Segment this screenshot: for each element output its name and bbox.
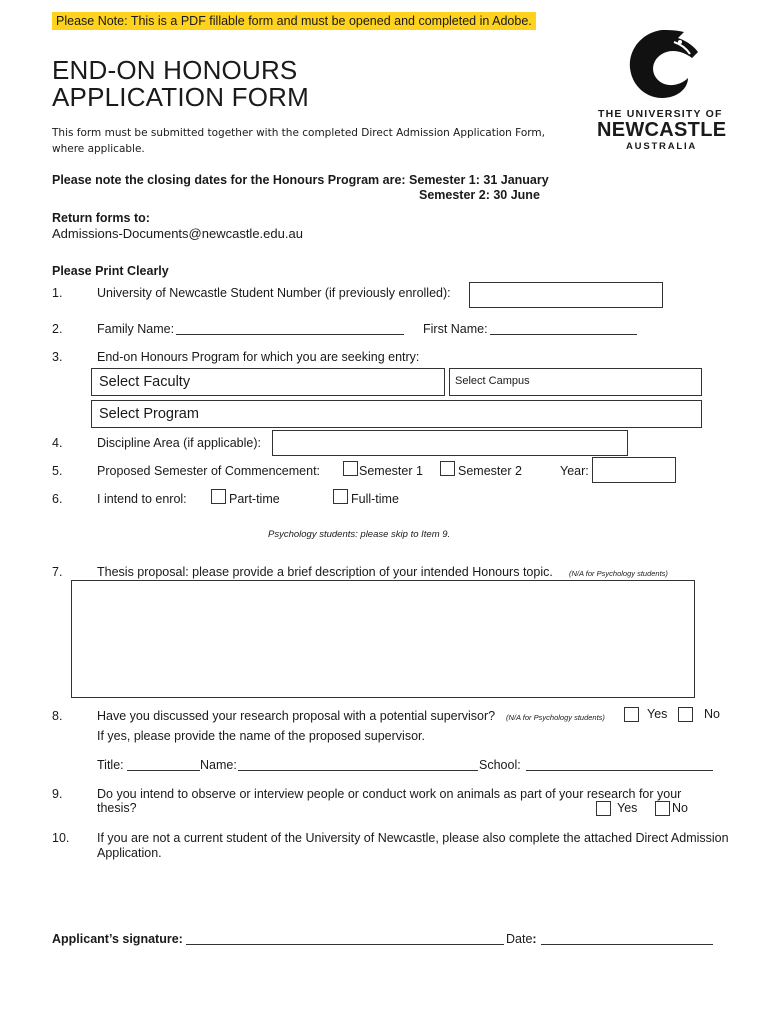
signature-label: Applicant’s signature:: [52, 932, 183, 946]
ethics-no-label: No: [672, 801, 688, 815]
date-label: [506, 932, 537, 946]
semester-1-label: Semester 1: [359, 464, 423, 478]
supervisor-school-label: School:: [479, 758, 521, 772]
part-time-label: Part-time: [229, 492, 280, 506]
thesis-na-note: (N/A for Psychology students): [569, 569, 668, 578]
program-label: End-on Honours Program for which you are seeking entry:: [97, 350, 420, 364]
item-number-2: 2.: [52, 322, 63, 336]
logo-line-1: THE UNIVERSITY OF: [598, 108, 723, 120]
campus-select-value: Select Campus: [455, 375, 530, 387]
date-label-colon: :: [532, 932, 537, 946]
date-field[interactable]: [541, 944, 713, 945]
closing-dates: Please note the closing dates for the Honours Program are: Semester 1: 31 January: [52, 173, 549, 187]
item-number-1: 1.: [52, 286, 63, 300]
supervisor-title-field[interactable]: [127, 770, 200, 771]
logo-line-3: AUSTRALIA: [626, 141, 698, 152]
closing-date-sem2: Semester 2: 30 June: [419, 188, 540, 202]
faculty-select-value: Select Faculty: [99, 374, 191, 390]
semester-1-checkbox[interactable]: [343, 461, 358, 476]
semester-2-checkbox[interactable]: [440, 461, 455, 476]
supervisor-title-label: Title:: [97, 758, 124, 772]
supervisor-na-note: (N/A for Psychology students): [506, 713, 605, 722]
part-time-checkbox[interactable]: [211, 489, 226, 504]
item-number-4: 4.: [52, 436, 63, 450]
title-line-1: END-ON HONOURS: [52, 55, 298, 85]
family-name-label: Family Name:: [97, 322, 175, 336]
student-number-label: University of Newcastle Student Number (if previously enrolled):: [97, 286, 451, 300]
item-number-7: 7.: [52, 565, 63, 579]
first-name-field[interactable]: [490, 334, 637, 335]
supervisor-yes-label: Yes: [647, 707, 668, 721]
seahorse-crest-icon: [622, 28, 702, 100]
commencement-label: Proposed Semester of Commencement:: [97, 464, 321, 478]
ethics-yes-label: Yes: [617, 801, 638, 815]
full-time-label: Full-time: [351, 492, 399, 506]
student-number-field[interactable]: [469, 282, 663, 308]
ethics-question-line-1: Do you intend to observe or interview people or conduct work on animals as part of your research for your: [97, 787, 682, 801]
family-name-field[interactable]: [176, 334, 404, 335]
date-label-text: Date: [506, 932, 533, 946]
print-clearly-label: Please Print Clearly: [52, 264, 169, 278]
enrol-label: I intend to enrol:: [97, 492, 187, 506]
ethics-question-line-2: thesis?: [97, 801, 137, 815]
program-select-value: Select Program: [99, 406, 199, 422]
item-number-9: 9.: [52, 787, 63, 801]
page-title: [52, 57, 309, 111]
return-forms-label: Return forms to:: [52, 211, 150, 225]
intro-line-1: This form must be submitted together with the completed Direct Admission Application Form,: [52, 127, 545, 139]
discipline-label: Discipline Area (if applicable):: [97, 436, 261, 450]
signature-field[interactable]: [186, 944, 504, 945]
ethics-no-checkbox[interactable]: [655, 801, 670, 816]
logo-line-2: NEWCASTLE: [597, 119, 727, 141]
ethics-yes-checkbox[interactable]: [596, 801, 611, 816]
item-number-6: 6.: [52, 492, 63, 506]
first-name-label: First Name:: [423, 322, 488, 336]
thesis-proposal-label: Thesis proposal: please provide a brief description of your intended Honours topic.: [97, 565, 553, 579]
intro-line-2: where applicable.: [52, 143, 145, 155]
university-logo: [592, 28, 732, 158]
title-line-2: APPLICATION FORM: [52, 82, 309, 112]
item-number-3: 3.: [52, 350, 63, 364]
campus-select[interactable]: [449, 368, 702, 396]
supervisor-school-field[interactable]: [526, 770, 713, 771]
program-select[interactable]: [91, 400, 702, 428]
semester-2-label: Semester 2: [458, 464, 522, 478]
supervisor-name-instruction: If yes, please provide the name of the proposed supervisor.: [97, 729, 425, 743]
supervisor-no-label: No: [704, 707, 720, 721]
supervisor-no-checkbox[interactable]: [678, 707, 693, 722]
pdf-notice-banner: Please Note: This is a PDF fillable form and must be opened and completed in Adobe.: [52, 12, 536, 30]
year-label: Year:: [560, 464, 589, 478]
discipline-field[interactable]: [272, 430, 628, 456]
item-number-8: 8.: [52, 709, 63, 723]
supervisor-question: Have you discussed your research proposal with a potential supervisor?: [97, 709, 496, 723]
supervisor-name-label: Name:: [200, 758, 237, 772]
return-email[interactable]: Admissions-Documents@newcastle.edu.au: [52, 226, 303, 241]
faculty-select[interactable]: [91, 368, 445, 396]
full-time-checkbox[interactable]: [333, 489, 348, 504]
year-field[interactable]: [592, 457, 676, 483]
direct-admission-note-line-1: If you are not a current student of the University of Newcastle, please also complete the attached Direct Admission: [97, 831, 729, 845]
item-number-10: 10.: [52, 831, 70, 845]
supervisor-yes-checkbox[interactable]: [624, 707, 639, 722]
direct-admission-note-line-2: Application.: [97, 846, 162, 860]
item-number-5: 5.: [52, 464, 63, 478]
thesis-proposal-textarea[interactable]: [71, 580, 695, 698]
intro-text: [52, 125, 572, 157]
psychology-note: Psychology students: please skip to Item 9.: [268, 529, 451, 540]
supervisor-name-field[interactable]: [238, 770, 478, 771]
